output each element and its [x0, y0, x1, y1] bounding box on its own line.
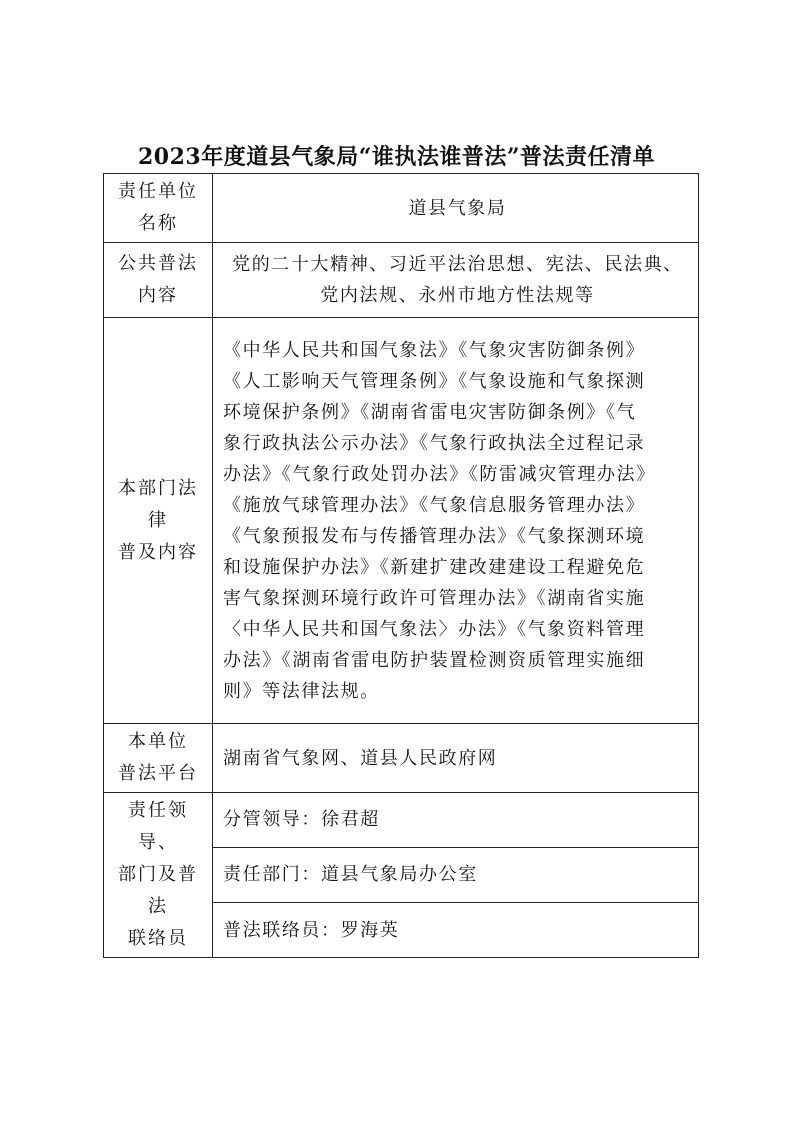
- label-line: 名称: [138, 213, 178, 234]
- unit-name-value: 道县气象局: [213, 174, 699, 243]
- table-row: [104, 318, 699, 724]
- label-line: 本部门法: [118, 477, 198, 499]
- content-line: 《气象预报发布与传播管理办法》《气象探测环境: [223, 525, 646, 547]
- label-line: 导、: [138, 832, 178, 853]
- content-line: 害气象探测环境行政许可管理办法》《湖南省实施: [223, 587, 646, 609]
- content-line: 党内法规、永州市地方性法规等: [320, 285, 595, 306]
- liaison-value: 普法联络员：罗海英: [213, 903, 699, 958]
- row-label-platform: [104, 724, 213, 793]
- page-title: 2023年度道县气象局“谁执法谁普法”普法责任清单: [137, 144, 656, 170]
- content-line: 和设施保护办法》《新建扩建改建建设工程避免危: [223, 556, 646, 578]
- responsibility-table: [103, 173, 699, 958]
- public-content-value: [213, 243, 699, 318]
- row-label-dept: [104, 318, 213, 724]
- label-line: 公共普法: [118, 253, 198, 274]
- label-line: 法: [148, 896, 168, 917]
- label-line: 普及内容: [118, 541, 198, 563]
- content-line: 《人工影响天气管理条例》《气象设施和气象探测: [223, 370, 646, 392]
- content-line: 〈中华人民共和国气象法〉办法》《气象资料管理: [223, 618, 646, 640]
- content-line: 办法》《气象行政处罚办法》《防雷减灾管理办法》: [223, 463, 656, 485]
- content-line: 《中华人民共和国气象法》《气象灾害防御条例》: [223, 339, 646, 361]
- content-line: 则》等法律法规。: [223, 680, 380, 702]
- content-line: 象行政执法公示办法》《气象行政执法全过程记录: [223, 432, 646, 454]
- label-line: 律: [148, 509, 168, 531]
- label-line: 部门及普: [118, 864, 198, 885]
- content-line: 环境保护条例》《湖南省雷电灾害防御条例》《气: [223, 401, 637, 423]
- table-row: [104, 174, 699, 243]
- content-line: 党的二十大精神、习近平法治思想、宪法、民法典、: [232, 254, 683, 275]
- table-row: [104, 243, 699, 318]
- table-row: [104, 793, 699, 848]
- row-label-public: [104, 243, 213, 318]
- content-line: 办法》《湖南省雷电防护装置检测资质管理实施细: [223, 649, 646, 671]
- leader-value: 分管领导：徐君超: [213, 793, 699, 848]
- platform-value: 湖南省气象网、道县人民政府网: [213, 724, 699, 793]
- label-line: 本单位: [128, 731, 188, 752]
- content-line: 《施放气球管理办法》《气象信息服务管理办法》: [223, 494, 646, 516]
- label-line: 责任单位: [118, 181, 198, 202]
- table-row: [104, 724, 699, 793]
- label-line: 联络员: [128, 928, 188, 949]
- label-line: 责任领: [128, 800, 188, 821]
- row-label-unit: [104, 174, 213, 243]
- department-value: 责任部门：道县气象局办公室: [213, 847, 699, 903]
- label-line: 内容: [138, 285, 178, 306]
- row-label-contacts: [104, 793, 213, 958]
- label-line: 普法平台: [118, 763, 198, 784]
- dept-content-value: [213, 318, 699, 724]
